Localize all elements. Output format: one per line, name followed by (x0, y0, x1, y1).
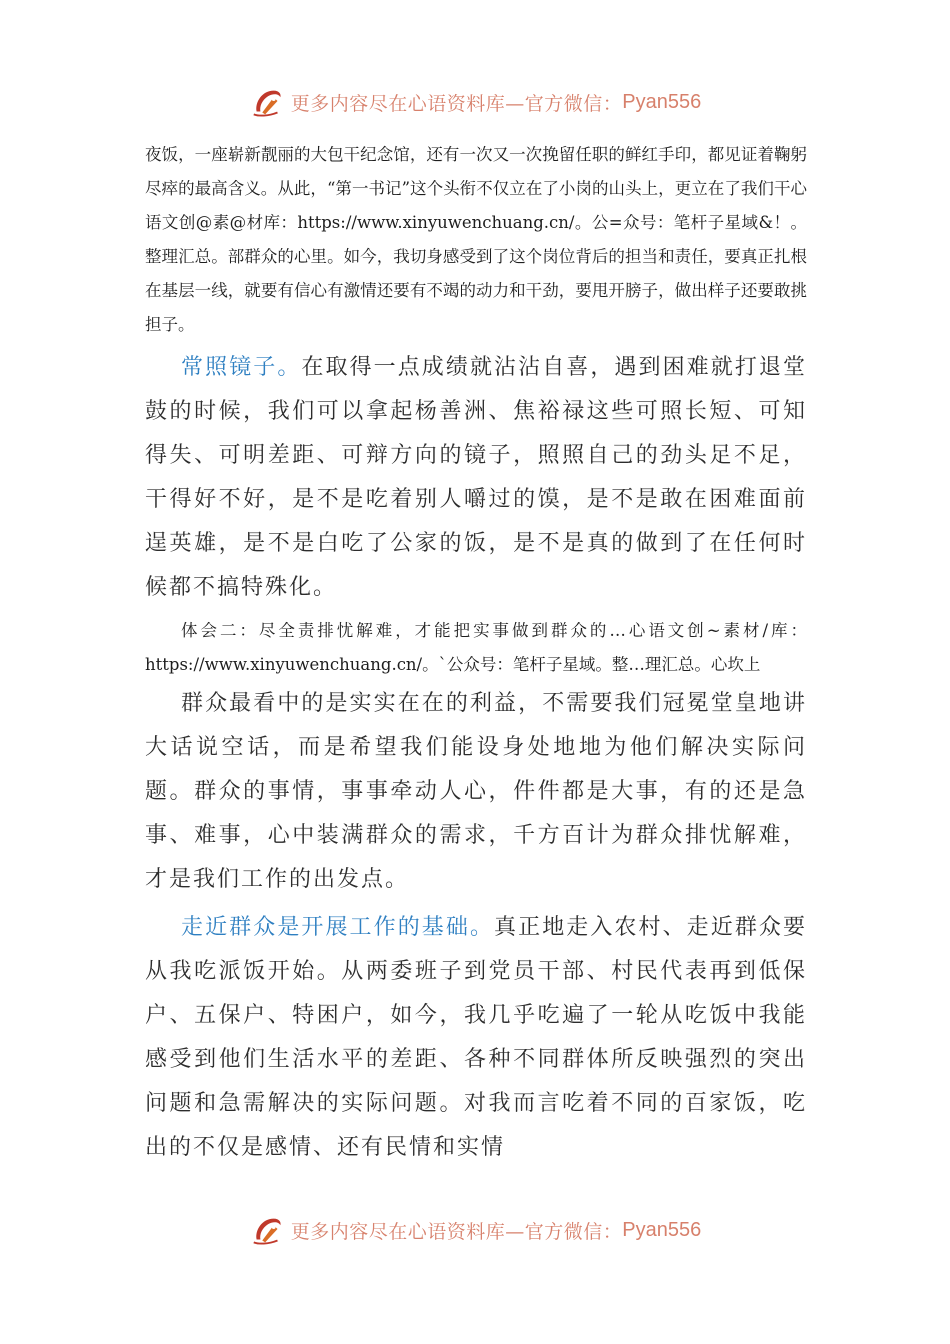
document-body (145, 138, 807, 1170)
banner-wechat-id: Pyan556 (622, 1218, 702, 1241)
paragraph-2-body: 在取得一点成绩就沾沾自喜，遇到困难就打退堂鼓的时候，我们可以拿起杨善洲、焦裕禄这些可照长短、可知得失、可明差距、可辩方向的镜子，照照自己的劲头足不足，干得好不好，是不是吃着别人嚼过的馍，是不是敢在困难面前逞英雄，是不是白吃了公家的饭，是不是真的做到了在任何时候都不搞特殊化。 (145, 355, 807, 600)
paragraph-2 (145, 346, 807, 610)
banner-text: 更多内容尽在心语资料库—官方微信： (290, 1220, 623, 1243)
footer-banner (0, 1210, 950, 1250)
banner-text: 更多内容尽在心语资料库—官方微信： (290, 92, 623, 115)
header-banner (0, 82, 950, 122)
paragraph-3-note: 体会二：尽全责排忧解难，才能把实事做到群众的…心语文创~素材/库：https://www.xinyuwenchuang.cn/。`公众号：笔杆子星域。整…理汇总。心坎上 (145, 621, 807, 674)
banner-wechat-id: Pyan556 (622, 90, 702, 113)
paragraph-5-heading: 走近群众是开展工作的基础。 (181, 915, 495, 940)
paragraph-5-body: 真正地走入农村、走近群众要从我吃派饭开始。从两委班子到党员干部、村民代表再到低保户、五保户、特困户，如今，我几乎吃遍了一轮从吃饭中我能感受到他们生活水平的差距、各种不同群体所反映强烈的突出问题和急需解决的实际问题。对我而言吃着不同的百家饭，吃出的不仅是感情、还有民情和实情 (145, 915, 807, 1160)
pen-nib-logo-icon (249, 83, 287, 121)
paragraph-5 (145, 906, 807, 1170)
paragraph-1: 夜饭，一座崭新靓丽的大包干纪念馆，还有一次又一次挽留任职的鲜红手印，都见证着鞠躬尽瘁的最高含义。从此，“第一书记”这个头衔不仅立在了小岗的山头上，更立在了我们干心语文创@素@材库：https://www.xinyuwenchuang.cn/。公=众号：笔杆子星域&！。整理汇总。部群众的心里。如今，我切身感受到了这个岗位背后的担当和责任，要真正扎根在基层一线，就要有信心有激情还要有不竭的动力和干劲，要甩开膀子，做出样子还要敢挑担子。 (145, 145, 807, 334)
paragraph-2-heading: 常照镜子。 (181, 355, 302, 380)
pen-nib-logo-icon (249, 1211, 287, 1249)
paragraph-4: 群众最看中的是实实在在的利益，不需要我们冠冕堂皇地讲大话说空话，而是希望我们能设身处地地为他们解决实际问题。群众的事情，事事牵动人心，件件都是大事，有的还是急事、难事，心中装满群众的需求，千方百计为群众排忧解难，才是我们工作的出发点。 (145, 691, 807, 892)
